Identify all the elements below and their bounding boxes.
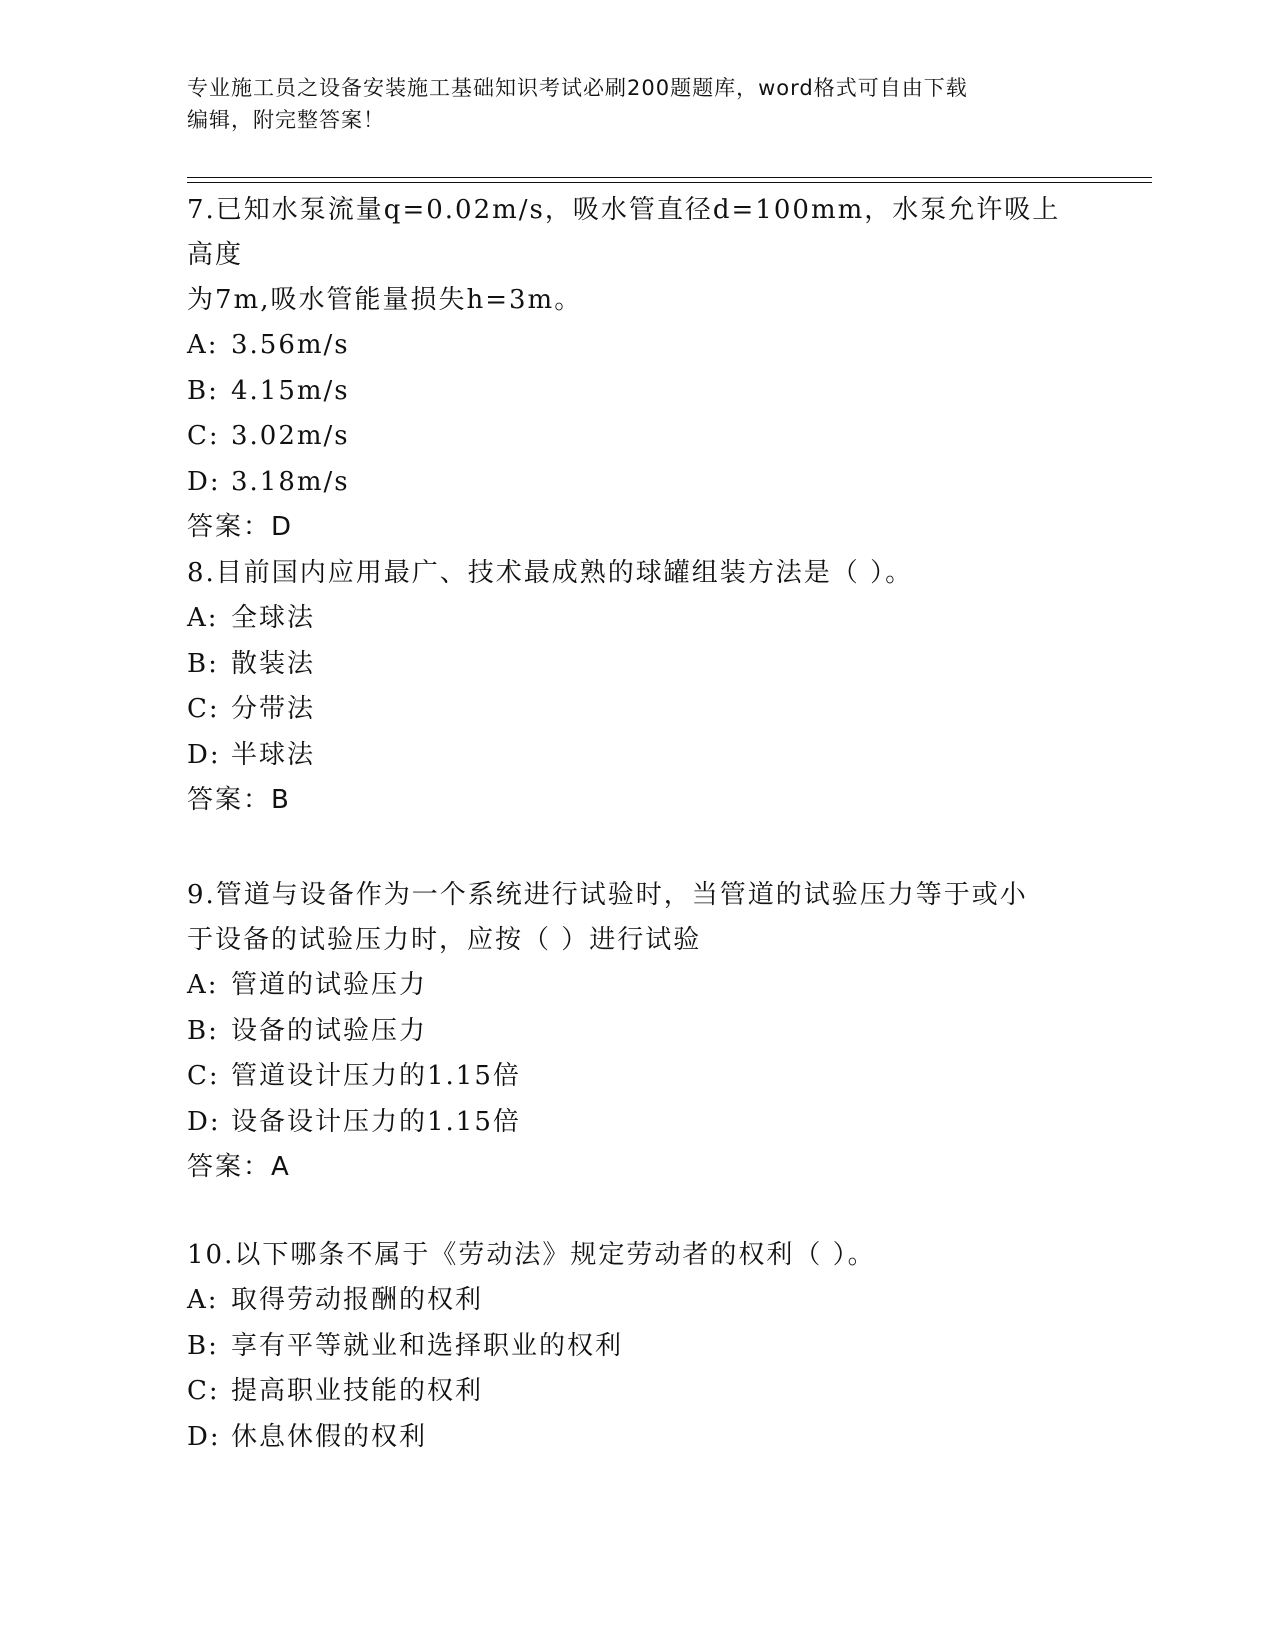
option-text: 设备的试验压力: [231, 1015, 428, 1046]
option-text: 4.15m/s: [231, 375, 350, 406]
header-line-2: 编辑，附完整答案！: [187, 108, 385, 132]
option-d: [187, 460, 1087, 506]
option-label: B:: [187, 375, 219, 406]
option-text: 3.02m/s: [231, 421, 350, 451]
option-label: A:: [187, 330, 219, 360]
option-label: D:: [187, 1106, 221, 1137]
header-line-1: 专业施工员之设备安装施工基础知识考试必刷200题题库，word格式可自由下载: [187, 76, 968, 100]
option-c: [187, 1054, 1087, 1100]
option-label: B:: [187, 1330, 219, 1361]
option-b: [187, 369, 1087, 415]
option-label: A:: [187, 970, 219, 1000]
option-a: [187, 596, 1087, 642]
option-label: C:: [187, 694, 220, 724]
question-text-line-1: 7.已知水泵流量q=0.02m/s，吸水管直径d=100mm，水泵允许吸上高度: [187, 195, 1061, 270]
document-header: [187, 72, 1067, 136]
question-text-line-1: 10.以下哪条不属于《劳动法》规定劳动者的权利（ ）。: [187, 1240, 876, 1270]
question-text-line-1: 8.目前国内应用最广、技术最成熟的球罐组装方法是（ ）。: [187, 558, 914, 588]
option-label: C:: [187, 421, 220, 451]
question-10: [187, 1233, 1087, 1460]
question-7: [187, 188, 1087, 550]
header-divider-bottom: [187, 182, 1152, 183]
option-b: [187, 1009, 1087, 1055]
option-a: [187, 1278, 1087, 1324]
option-label: B:: [187, 1015, 219, 1046]
option-a: [187, 963, 1087, 1009]
option-label: A:: [187, 1285, 219, 1315]
question-text-line-1: 9.管道与设备作为一个系统进行试验时，当管道的试验压力等于或小: [187, 880, 1028, 910]
option-text: 分带法: [231, 694, 316, 724]
option-text: 取得劳动报酬的权利: [231, 1285, 484, 1315]
option-text: 设备设计压力的1.15倍: [231, 1106, 521, 1137]
option-text: 休息休假的权利: [231, 1421, 428, 1452]
option-text: 3.56m/s: [231, 330, 350, 360]
option-b: [187, 1324, 1087, 1370]
option-text: 全球法: [231, 603, 316, 633]
option-text: 管道的试验压力: [231, 970, 428, 1000]
answer-line: 答案：B: [187, 785, 291, 815]
question-9: [187, 873, 1087, 1190]
option-b: [187, 642, 1087, 688]
option-text: 提高职业技能的权利: [231, 1376, 484, 1406]
question-8: [187, 551, 1087, 823]
option-d: [187, 733, 1087, 779]
option-c: [187, 414, 1087, 460]
answer-line: 答案：A: [187, 1152, 291, 1182]
option-label: C:: [187, 1376, 220, 1406]
question-text-line-2: 为7m,吸水管能量损失h=3m。: [187, 285, 583, 315]
header-divider-top: [187, 177, 1152, 178]
option-d: [187, 1415, 1087, 1461]
option-text: 散装法: [231, 648, 316, 679]
option-text: 管道设计压力的1.15倍: [231, 1061, 521, 1091]
option-label: B:: [187, 648, 219, 679]
option-label: D:: [187, 739, 221, 770]
option-label: C:: [187, 1061, 220, 1091]
option-text: 享有平等就业和选择职业的权利: [231, 1330, 624, 1361]
option-label: A:: [187, 603, 219, 633]
option-c: [187, 1369, 1087, 1415]
option-text: 3.18m/s: [231, 466, 350, 497]
option-label: D:: [187, 466, 221, 497]
option-a: [187, 323, 1087, 369]
answer-line: 答案：D: [187, 512, 294, 542]
option-label: D:: [187, 1421, 221, 1452]
option-c: [187, 687, 1087, 733]
option-text: 半球法: [231, 739, 316, 770]
option-d: [187, 1100, 1087, 1146]
question-text-line-2: 于设备的试验压力时，应按（ ）进行试验: [187, 925, 702, 955]
